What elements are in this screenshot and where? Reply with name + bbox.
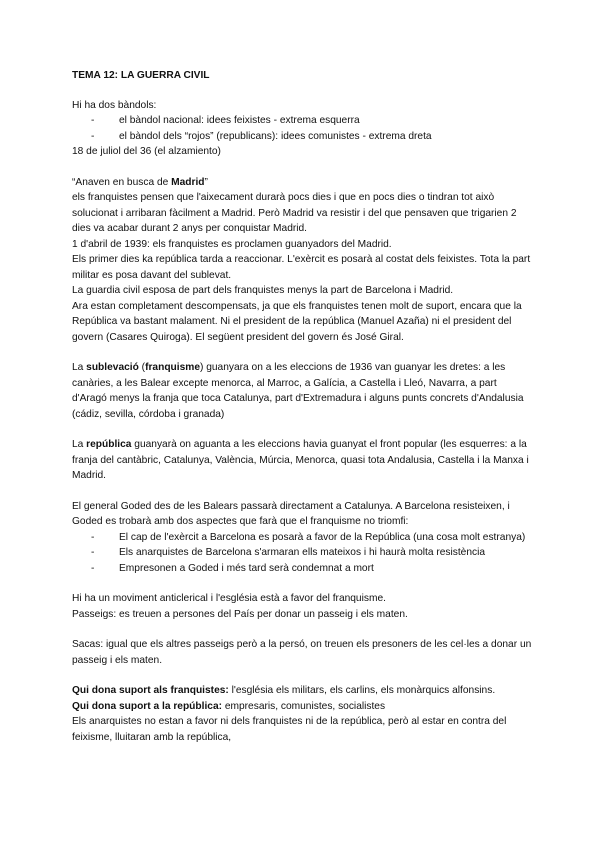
list-item: - Empresonen a Goded i més tard serà condemnat a mort [119, 561, 532, 577]
suport-franquistes: Qui dona suport als franquistes: l'església els militars, els carlins, els monàrquics alfonsins. [72, 685, 496, 696]
paragraph: Ara estan completament descompensats, ja que els franquistes tenen molt de suport, encara que la República va bastant malament. Ni el president de la república (Manuel Azaña) ni el president del govern (Casares Quiroga). El següent president del govern és José Giral. [72, 300, 522, 343]
madrid-quote: “Anaven en busca de Madrid” [72, 176, 208, 188]
republica-paragraph: La república guanyarà on aguanta a les eleccions havia guanyat el front popular (les esquerres: a la franja del cantàbric, Catalunya, València, Múrcia, Menorca, quasi tota Andalusia, Castella i la Manxa i Madrid. [72, 439, 529, 481]
sacas-paragraph: Sacas: igual que els altres passeigs però a la persó, on treuen els presoners de les cel·les a donar un passeig i els maten. [72, 639, 532, 666]
paragraph: 1 d'abril de 1939: els franquistes es proclamen guanyadors del Madrid. [72, 238, 392, 250]
sublevacio-paragraph: La sublevació (franquisme) guanyara on a les eleccions de 1936 van guanyar les dretes: a les canàries, a les Balear excepte menorca, al Marroc, a Galícia, a Castella i Lleó, Navarra, a part d'Aragó menys la franja que toca Catalunya, part d'Extremadura i alguns punts concrets d'Andalusia (cádiz, sevilla, córdoba i granada) [72, 362, 524, 420]
paragraph: Hi ha un moviment anticlerical i l'església està a favor del franquisme. [72, 593, 386, 604]
intro-line: Hi ha dos bàndols: [72, 99, 157, 111]
paragraph: Els primer dies ka república tarda a reaccionar. L'exèrcit es posarà al costat dels feixistes. Tota la part militar es posa davant del sublevat. [72, 254, 531, 281]
paragraph: La guardia civil esposa de part dels franquistes menys la part de Barcelona i Madrid. [72, 285, 454, 296]
paragraph: els franquistes pensen que l'aixecament durarà pocs dies i que en pocs dies o tindran tot això solucionat i arribaran fàcilment a Madrid. Però Madrid va resistir i del que pensaven que trigarien 2 dies va acabar durant 2 anys per conquistar Madrid. [72, 192, 517, 234]
list-item: - el bàndol dels “rojos” (republicans): idees comunistes - extrema dreta [119, 129, 532, 145]
document-page [72, 68, 532, 745]
list-item: - el bàndol nacional: idees feixistes - extrema esquerra [119, 113, 532, 129]
document-title: TEMA 12: LA GUERRA CIVIL [72, 70, 210, 81]
goded-paragraph: El general Goded des de les Balears passarà directament a Catalunya. A Barcelona resisteixen, i Goded es trobarà amb dos aspectes que farà que el franquisme no triomfi: [72, 500, 510, 527]
intro-bullet-list [72, 113, 532, 144]
list-item: - El cap de l'exèrcit a Barcelona es posarà a favor de la República (una cosa molt estranya) [119, 530, 532, 546]
suport-republica: Qui dona suport a la república: empresaris, comunistes, socialistes [72, 700, 386, 712]
goded-bullet-list [72, 530, 532, 577]
list-item: - Els anarquistes de Barcelona s'armaran ells mateixos i hi haurà molta resistència [119, 545, 532, 561]
paragraph: Passeigs: es treuen a persones del País per donar un passeig i els maten. [72, 608, 408, 620]
anarquistes-paragraph: Els anarquistes no estan a favor ni dels franquistes ni de la república, però al estar en contra del feixisme, lluitaran amb la república, [72, 716, 507, 743]
intro-date: 18 de juliol del 36 (el alzamiento) [72, 146, 221, 157]
